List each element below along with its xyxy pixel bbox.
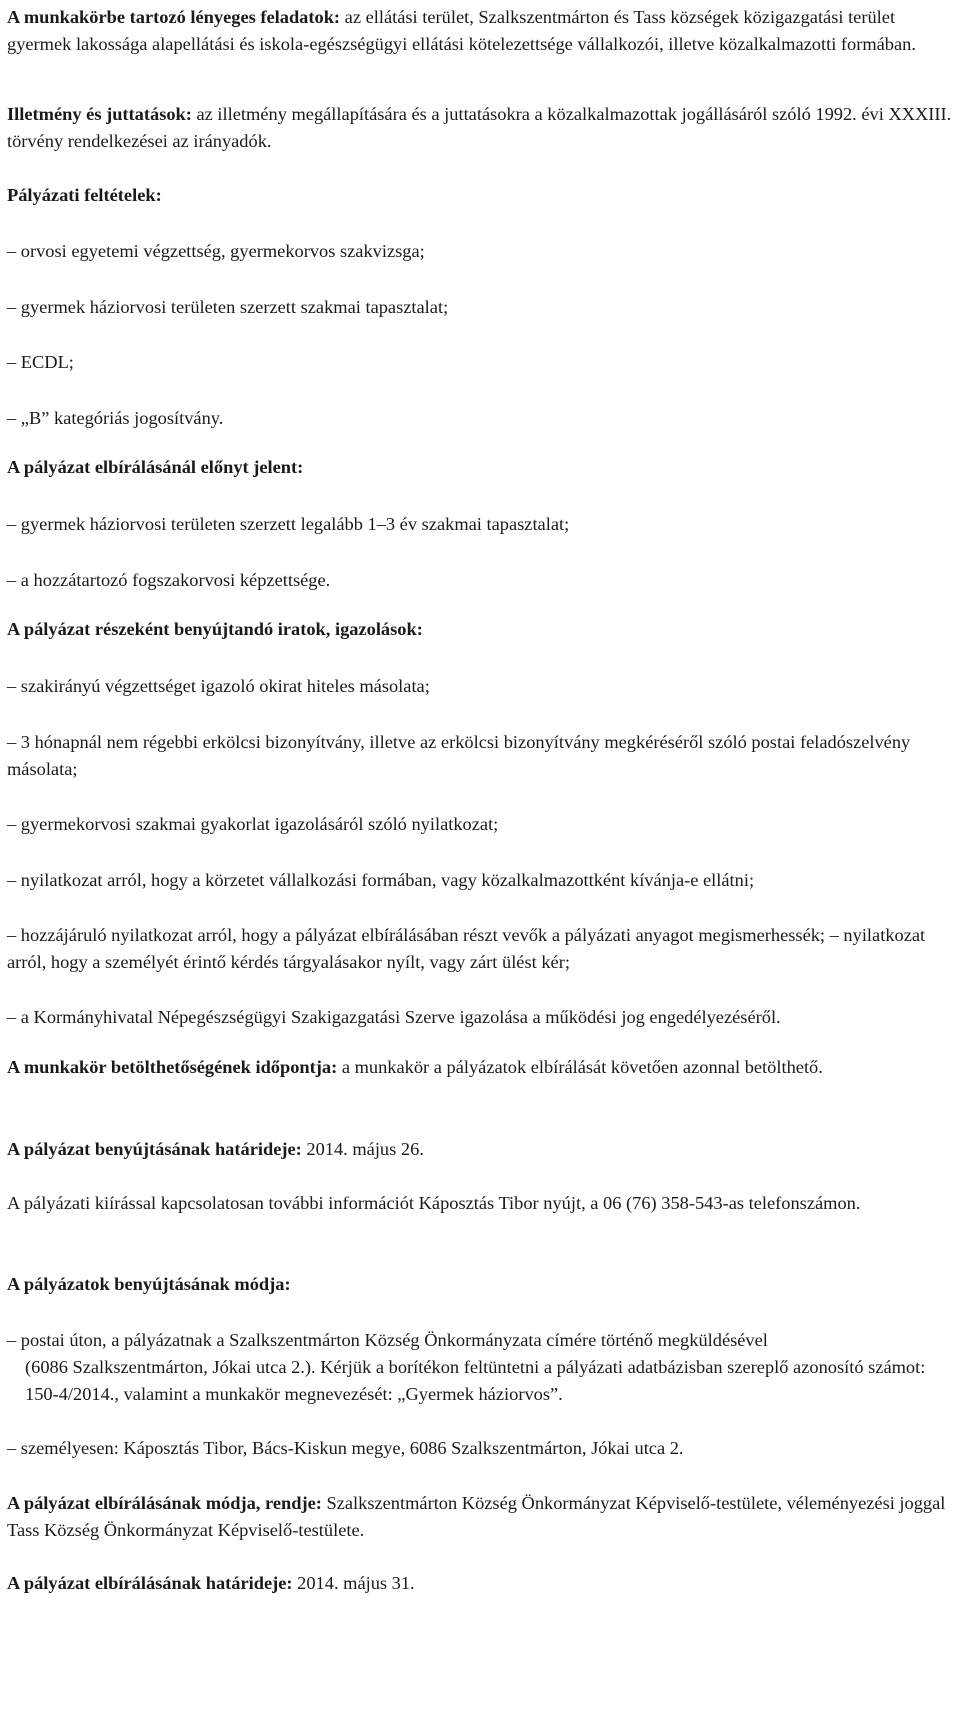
submission-personal: – személyesen: Káposztás Tibor, Bács-Kiskun megye, 6086 Szalkszentmárton, Jókai utca 2. <box>7 1438 684 1458</box>
duties-paragraph <box>7 4 954 58</box>
evaluation-text: Szalkszentmárton Község Önkormányzat Képviselő-testülete, véleményezési joggal Tass Község Önkormányzat Képviselő-testülete. <box>7 1493 946 1540</box>
evaluation-label: A pályázat elbírálásának módja, rendje: <box>7 1493 322 1513</box>
start-text: a munkakör a pályázatok elbírálását követően azonnal betölthető. <box>337 1057 823 1077</box>
advantages-item: – gyermek háziorvosi területen szerzett legalább 1–3 év szakmai tapasztalat; <box>7 514 570 534</box>
conditions-item: – gyermek háziorvosi területen szerzett szakmai tapasztalat; <box>7 297 449 317</box>
duties-label: A munkakörbe tartozó lényeges feladatok: <box>7 7 341 27</box>
conditions-item: – „B” kategóriás jogosítvány. <box>7 408 224 428</box>
deadline-label: A pályázat benyújtásának határideje: <box>7 1139 302 1159</box>
start-label: A munkakör betölthetőségének időpontja: <box>7 1057 338 1077</box>
eval-deadline-label: A pályázat elbírálásának határideje: <box>7 1573 293 1593</box>
documents-item: – szakirányú végzettséget igazoló okirat hiteles másolata; <box>7 676 430 696</box>
submission-heading: A pályázatok benyújtásának módja: <box>7 1274 291 1294</box>
conditions-item: – ECDL; <box>7 352 74 372</box>
duties-text: az ellátási terület, Szalkszentmárton és Tass községek közigazgatási terület gyermek lakossága alapellátási és iskola-egészségügyi ellátási kötelezettsége vállalkozói, illetve közalkalmazotti formában. <box>7 7 916 54</box>
documents-item: – hozzájáruló nyilatkozat arról, hogy a pályázat elbírálásában részt vevők a pályázati anyagot megismerhessék; – nyilatkozat arról, hogy a személyét érintő kérdés tárgyalásakor nyílt, vagy zárt ülést kér; <box>7 925 926 972</box>
documents-item: – a Kormányhivatal Népegészségügyi Szakigazgatási Szerve igazolása a működési jog engedélyezéséről. <box>7 1007 781 1027</box>
conditions-heading: Pályázati feltételek: <box>7 185 162 205</box>
info-paragraph: A pályázati kiírással kapcsolatosan további információt Káposztás Tibor nyújt, a 06 (76) 358-543-as telefonszámon. <box>7 1193 861 1213</box>
submission-post-line: – postai úton, a pályázatnak a Szalkszentmárton Község Önkormányzata címére történő megküldésével <box>7 1330 768 1350</box>
deadline-paragraph <box>7 1136 954 1163</box>
conditions-item: – orvosi egyetemi végzettség, gyermekorvos szakvizsga; <box>7 241 425 261</box>
salary-paragraph <box>7 101 954 155</box>
advantages-item: – a hozzátartozó fogszakorvosi képzettsége. <box>7 570 331 590</box>
submission-post-continuation: (6086 Szalkszentmárton, Jókai utca 2.). Kérjük a borítékon feltüntetni a pályázati adatbázisban szereplő azonosító számot: 150-4/2014., valamint a munkakör megnevezését: „Gyermek háziorvos”. <box>25 1357 926 1404</box>
eval-deadline-text: 2014. május 31. <box>292 1573 415 1593</box>
salary-text: az illetmény megállapítására és a juttatásokra a közalkalmazottak jogállásáról szóló 1992. évi XXXIII. törvény rendelkezései az irányadók. <box>7 104 952 151</box>
documents-item: – gyermekorvosi szakmai gyakorlat igazolásáról szóló nyilatkozat; <box>7 814 499 834</box>
documents-item: – 3 hónapnál nem régebbi erkölcsi bizonyítvány, illetve az erkölcsi bizonyítvány megkéréséről szóló postai feladószelvény másolata; <box>7 732 911 779</box>
evaluation-paragraph <box>7 1490 954 1544</box>
start-paragraph <box>7 1054 954 1081</box>
eval-deadline-paragraph <box>7 1570 954 1597</box>
documents-item: – nyilatkozat arról, hogy a körzetet vállalkozási formában, vagy közalkalmazottként kívánja-e ellátni; <box>7 870 755 890</box>
advantages-heading: A pályázat elbírálásánál előnyt jelent: <box>7 457 304 477</box>
submission-post <box>7 1327 954 1408</box>
deadline-text: 2014. május 26. <box>301 1139 424 1159</box>
salary-label: Illetmény és juttatások: <box>7 104 192 124</box>
documents-heading: A pályázat részeként benyújtandó iratok, igazolások: <box>7 619 423 639</box>
